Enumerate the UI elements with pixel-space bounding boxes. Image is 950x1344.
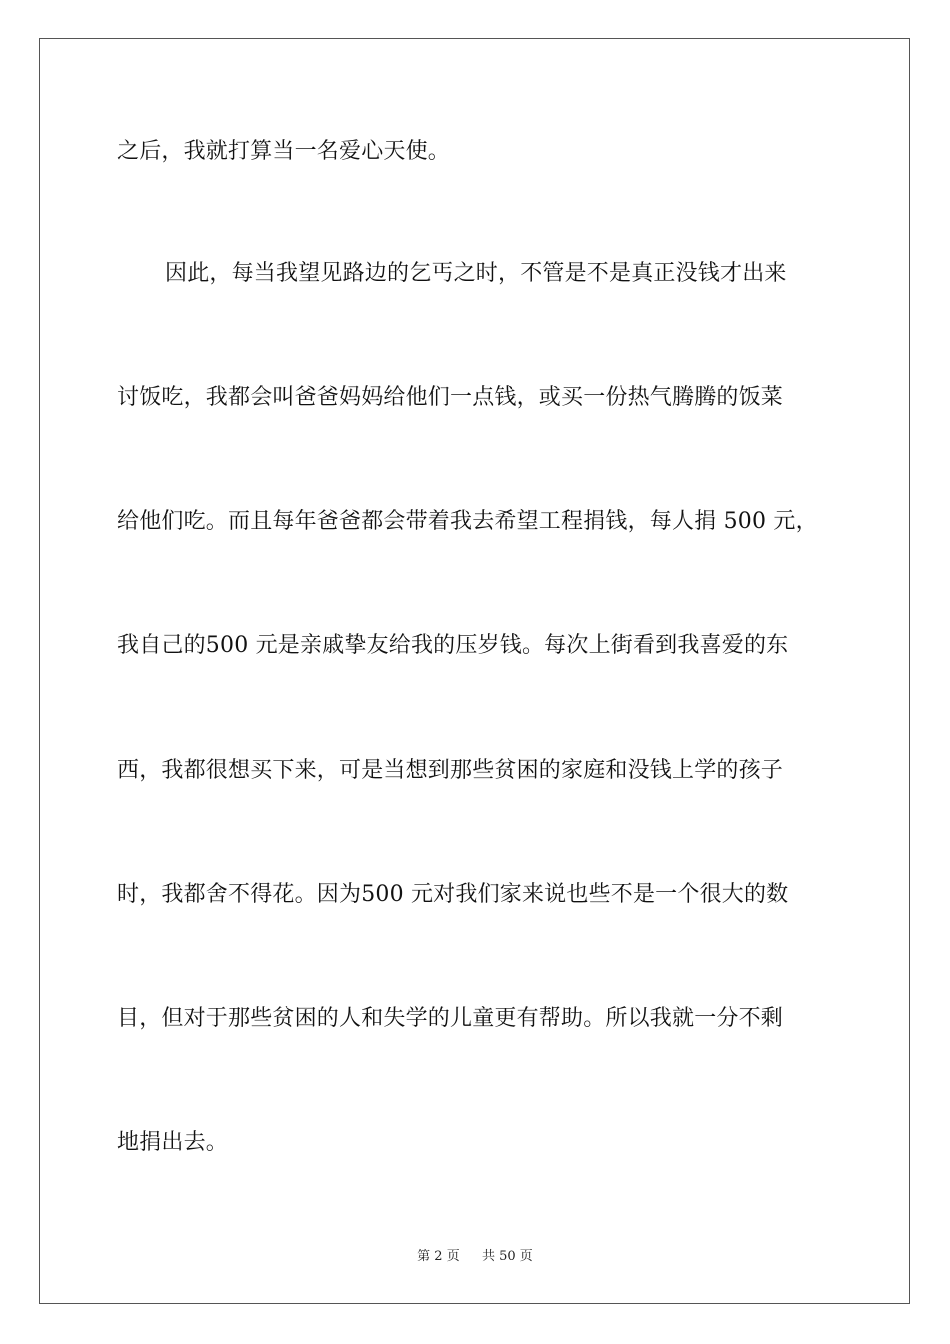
paragraph-line: 西，我都很想买下来，可是当想到那些贫困的家庭和没钱上学的孩子 xyxy=(117,758,784,783)
page-border xyxy=(39,38,910,1304)
page-footer xyxy=(0,1248,950,1266)
paragraph-line: 之后，我就打算当一名爱心天使。 xyxy=(117,139,451,164)
paragraph-line: 讨饭吃，我都会叫爸爸妈妈给他们一点钱，或买一份热气腾腾的饭菜 xyxy=(117,385,784,410)
paragraph-line: 地捐出去。 xyxy=(117,1130,229,1155)
paragraph-line: 时，我都舍不得花。因为500 元对我们家来说也些不是一个很大的数 xyxy=(117,882,789,907)
paragraph-line: 目，但对于那些贫困的人和失学的儿童更有帮助。所以我就一分不剩 xyxy=(117,1006,784,1031)
current-page-label: 第 2 页 xyxy=(417,1249,460,1264)
paragraph-line: 因此，每当我望见路边的乞丐之时，不管是不是真正没钱才出来 xyxy=(165,261,787,286)
paragraph-line: 给他们吃。而且每年爸爸都会带着我去希望工程捐钱，每人捐 500 元， xyxy=(117,509,818,534)
total-pages-label: 共 50 页 xyxy=(482,1249,533,1264)
paragraph-line: 我自己的500 元是亲戚挚友给我的压岁钱。每次上街看到我喜爱的东 xyxy=(117,633,789,658)
